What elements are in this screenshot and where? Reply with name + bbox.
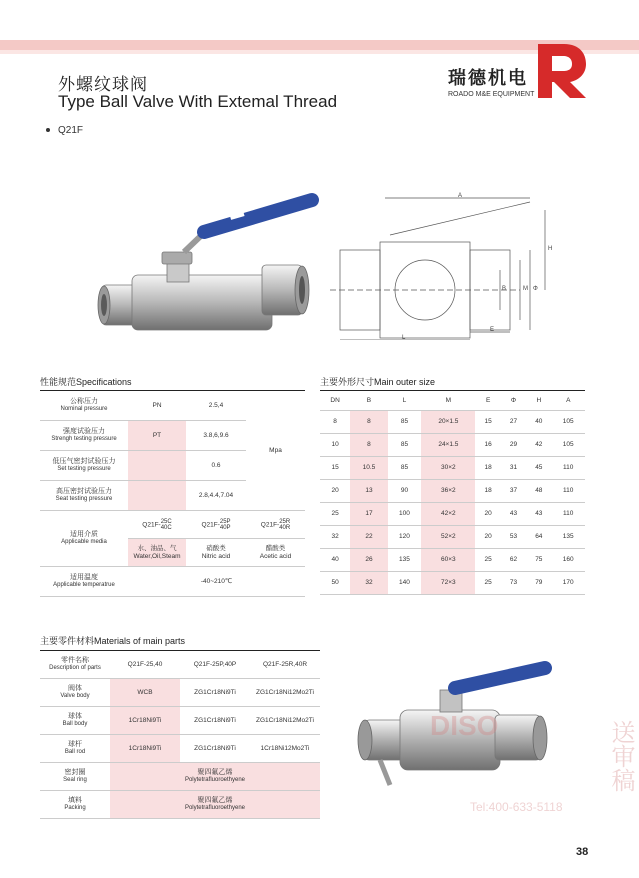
watermark-side: 送审稿 [607,720,634,792]
spec-row-label: 强度试验压力 Strengh testing pressure [40,421,128,451]
size-row [320,572,585,595]
size-cell: 105 [551,434,585,457]
brand-name-cn: 瑞德机电 [448,68,528,88]
brand-name-en: ROADO M&E EQUIPMENT [448,91,535,98]
size-header: E [475,391,500,411]
size-cell: 24×1.5 [421,434,475,457]
mat-row-ball-rod [40,735,320,763]
spec-title: 性能规范Specifications [40,377,132,387]
size-cell: 45 [526,457,551,480]
spec-value: 3.8,6,9.6 [186,421,246,451]
materials-table [40,650,320,819]
page-number: 38 [576,846,589,858]
size-cell: 105 [551,411,585,434]
size-cell: 42 [526,434,551,457]
spec-code: PN [128,391,186,421]
mat-header-c2: Q21F-25P,40P [180,651,250,679]
dim-label-e: E [490,327,495,333]
size-row [320,411,585,434]
mat-value: ZG1Cr18Ni9Ti [180,707,250,735]
roado-logo-icon [530,40,590,100]
spec-row-label: 公称压力 Nominal pressure [40,391,128,421]
media-model-r: Q21F- 25R 40R [246,511,305,539]
size-row [320,503,585,526]
size-cell: 79 [526,572,551,595]
media-model-p: Q21F- 25P 40P [186,511,246,539]
spec-row-label: 低压气密封试验压力 Set testing pressure [40,451,128,481]
size-cell: 48 [526,480,551,503]
size-cell: 110 [551,480,585,503]
size-cell: 25 [475,549,500,572]
mat-part: 球体 Ball body [40,707,110,735]
size-header: DN [320,391,350,411]
media-model-c: Q21F- 25C 40C [128,511,186,539]
spec-value: 2.8,4.4,7.04 [186,481,246,511]
size-header: B [350,391,388,411]
mat-part: 球杆 Ball rod [40,735,110,763]
mat-row-ball-body [40,707,320,735]
dimension-drawing [330,190,560,340]
model-label [46,125,83,136]
size-header: A [551,391,585,411]
size-title: 主要外形尺寸Main outer size [320,377,436,387]
mat-value: ZG1Cr18Ni9Ti [180,735,250,763]
mat-value: 1Cr18Ni9Ti [110,707,180,735]
mat-value: 聚四氟乙烯 Polytetrafluoroethyene [110,763,320,791]
materials-title: 主要零件材料Materials of main parts [40,636,186,646]
size-cell: 42×2 [421,503,475,526]
mat-value: ZG1Cr18Ni9Ti [180,679,250,707]
dim-label-a: A [458,193,463,199]
mat-value: 1Cr18Ni9Ti [110,735,180,763]
size-cell: 27 [501,411,526,434]
size-cell: 13 [350,480,388,503]
size-cell: 53 [501,526,526,549]
size-cell: 18 [475,480,500,503]
size-cell: 60×3 [421,549,475,572]
size-row [320,480,585,503]
size-cell: 43 [501,503,526,526]
spec-unit: Mpa [246,391,305,511]
mat-value: ZG1Cr18Ni12Mo2Ti [250,707,320,735]
size-cell: 15 [475,411,500,434]
size-cell: 8 [350,411,388,434]
model-code: Q21F [58,125,84,136]
size-cell: 135 [388,549,422,572]
watermark-brand: DISO [430,710,499,741]
mat-part: 填料 Packing [40,791,110,819]
size-cell: 26 [350,549,388,572]
temp-value: -40~210℃ [128,567,305,597]
size-cell: 22 [350,526,388,549]
page-title-cn: 外螺纹球阀 [58,75,148,94]
size-cell: 160 [551,549,585,572]
size-cell: 29 [501,434,526,457]
size-cell: 85 [388,434,422,457]
size-cell: 140 [388,572,422,595]
spec-table [40,390,305,597]
media-desc-p: 硝酸类 Nitric acid [186,539,246,567]
dim-label-l: L [402,335,406,340]
size-header: L [388,391,422,411]
size-cell: 25 [320,503,350,526]
size-cell: 37 [501,480,526,503]
size-cell: 85 [388,457,422,480]
mat-header-c3: Q21F-25R,40R [250,651,320,679]
mat-value: 1Cr18Ni12Mo2Ti [250,735,320,763]
size-cell: 8 [320,411,350,434]
mat-part: 阀体 Valve body [40,679,110,707]
mat-value: WCB [110,679,180,707]
watermark-tel: Tel:400-633-5118 [470,800,563,814]
size-cell: 52×2 [421,526,475,549]
size-cell: 20 [475,526,500,549]
size-cell: 73 [501,572,526,595]
size-cell: 10.5 [350,457,388,480]
dim-label-phi: Φ [533,286,538,292]
size-cell: 17 [350,503,388,526]
size-cell: 8 [350,434,388,457]
temp-label: 适用温度 Applicable temperatrue [40,567,128,597]
ball-valve-photo [92,190,322,340]
size-cell: 32 [350,572,388,595]
size-cell: 20×1.5 [421,411,475,434]
spec-row-label: 高压密封试验压力 Seat testing pressure [40,481,128,511]
size-row [320,526,585,549]
brand-block [448,64,534,98]
size-cell: 100 [388,503,422,526]
size-cell: 40 [320,549,350,572]
size-cell: 90 [388,480,422,503]
dim-label-h: H [548,246,553,252]
dim-label-b: B [502,286,507,292]
size-cell: 62 [501,549,526,572]
size-cell: 40 [526,411,551,434]
size-row [320,434,585,457]
size-cell: 75 [526,549,551,572]
mat-row-valve-body [40,679,320,707]
size-cell: 43 [526,503,551,526]
page-title-en: Type Ball Valve With Extemal Thread [58,92,338,111]
media-desc-c: 水、油品、气 Water,Oil,Steam [128,539,186,567]
size-cell: 36×2 [421,480,475,503]
mat-value: ZG1Cr18Ni12Mo2Ti [250,679,320,707]
size-cell: 64 [526,526,551,549]
size-cell: 31 [501,457,526,480]
size-cell: 25 [475,572,500,595]
mat-part: 密封圈 Seal ring [40,763,110,791]
size-cell: 30×2 [421,457,475,480]
mat-header-c1: Q21F-25,40 [110,651,180,679]
spec-code [128,451,186,481]
size-header-row [320,391,585,411]
media-label: 适用介质 Applicable media [40,511,128,567]
bullet-icon [46,128,50,132]
size-row [320,457,585,480]
size-cell: 20 [475,503,500,526]
size-row [320,549,585,572]
size-cell: 135 [551,526,585,549]
size-table [320,390,585,595]
media-desc-r: 醋酸类 Acetic acid [246,539,305,567]
size-cell: 15 [320,457,350,480]
size-cell: 120 [388,526,422,549]
size-cell: 110 [551,457,585,480]
dim-label-m: M [523,286,528,292]
size-cell: 10 [320,434,350,457]
size-cell: 32 [320,526,350,549]
spec-value: 0.6 [186,451,246,481]
mat-row-packing [40,791,320,819]
mat-value: 聚四氟乙烯 Polytetrafluoroethyene [110,791,320,819]
size-header: H [526,391,551,411]
size-header: Φ [501,391,526,411]
size-cell: 16 [475,434,500,457]
size-cell: 72×3 [421,572,475,595]
mat-header-part: 零件名称 Description of parts [40,651,110,679]
spec-value: 2.5,4 [186,391,246,421]
size-cell: 50 [320,572,350,595]
size-cell: 85 [388,411,422,434]
size-cell: 18 [475,457,500,480]
size-cell: 110 [551,503,585,526]
size-cell: 20 [320,480,350,503]
spec-code [128,481,186,511]
spec-code: PT [128,421,186,451]
mat-row-seal-ring [40,763,320,791]
size-header: M [421,391,475,411]
size-cell: 170 [551,572,585,595]
